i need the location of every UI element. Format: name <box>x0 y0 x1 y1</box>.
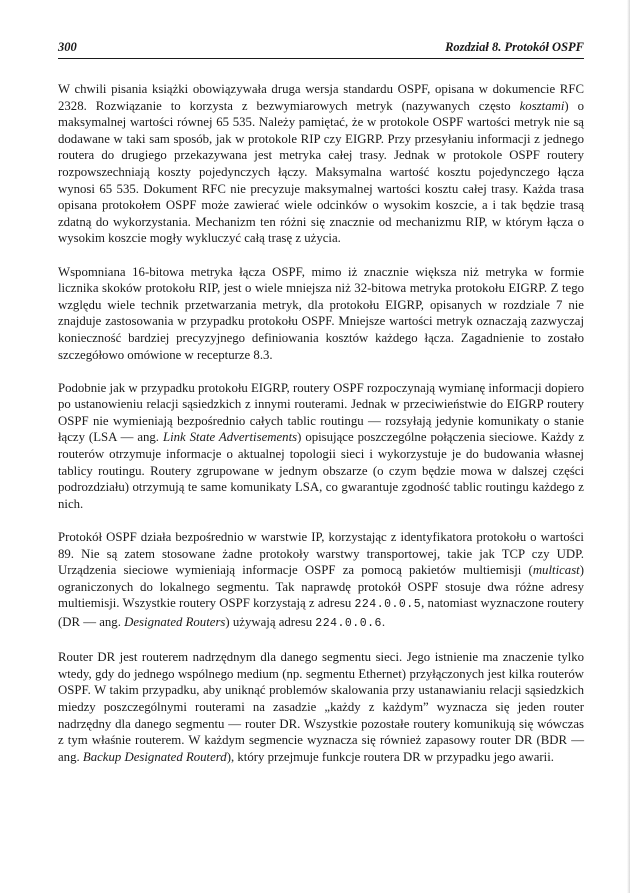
text-span: Protokół OSPF działa bezpośrednio w warstwie IP, korzystając z identyfikatora protokołu o wartości 89. Nie są zatem stosowane żadne protokoły warstwy transportowej, takie jak TCP czy UDP. Urządzenia sieciowe wymieniają informacje OSPF za pomocą pakietów multiemisji ( <box>58 530 584 578</box>
chapter-title: Rozdział 8. Protokół OSPF <box>445 40 584 54</box>
body-text <box>58 81 584 765</box>
text-span: W chwili pisania książki obowiązywała druga wersja standardu OSPF, opisana w dokumencie RFC 2328. Rozwiązanie to korzysta z bezwymiarowych metryk (nazywanych często <box>58 82 584 113</box>
text-span: ), który przejmuje funkcje routera DR w przypadku jego awarii. <box>226 749 554 764</box>
text-span: ) używają adresu <box>225 615 316 629</box>
text-span: Router DR jest routerem nadrzędnym dla danego segmentu sieci. Jego istnienie ma znaczenie tylko wtedy, gdy do jednego wspólnego medium (np. segmentu Ethernet) przyłączonych jest kilka routerów OSPF. W takim przypadku, aby uniknąć problemów skalowania przy ustanawianiu relacji sąsiedzkich miedzy poszczególnymi routerami na zasadzie „każdy z każdym” wyznacza się jeden router nadrzędny dla danego segmentu — router DR. Wszystkie pozostałe routery komunikują się wówczas z tym właśnie routerem. W każdym segmencie wyznacza się również zapasowy router DR (BDR — ang. <box>58 650 584 764</box>
text-span: . <box>381 615 386 629</box>
text-span: ) o maksymalnej wartości równej 65 535. Należy pamiętać, że w protokole OSPF wartości metryk nie są dodawane w taki sam sposób, jak w protokole RIP czy EIGRP. Przy przesyłaniu informacji z jednego routera do drugiego przekazywana jest metryka całej trasy. Jednak w protokole OSPF routery rozpowszechniają koszty pojedynczych łączy. Maksymalna wartość kosztu pojedynczego łącza wynosi 65 535. Dokument RFC nie precyzuje maksymalnej wartości kosztu całej trasy. Każda trasa opisana protokołem OSPF może zawierać wiele odcinków o wysokim koszcie, a i tak będzie trasą zdatną do wykorzystania. Mechanizm ten różni się znacznie od mechanizmu RIP, w którym łącza o wysokim koszcie mogły wykluczyć całą trasę z użycia. <box>58 98 585 246</box>
text-span: Podobnie jak w przypadku protokołu EIGRP, routery OSPF rozpoczynają wymianę informacji dopiero po ustanowieniu relacji sąsiedzkich z innymi routerami. Jednak w przeciwieństwie do EIGRP routery OSPF nie wymieniają bezpośrednio całych tablic routingu — rozsyłają jedynie komunikaty o stanie łączy (LSA — ang. <box>58 380 584 445</box>
emphasis-span: kosztami <box>519 98 565 113</box>
book-page <box>58 40 584 765</box>
ip-address: 224.0.0.5 <box>354 598 422 612</box>
paragraph <box>58 81 584 247</box>
ip-address: 224.0.0.6 <box>315 617 382 630</box>
running-header <box>58 40 584 59</box>
emphasis-span: Link State Advertisements <box>162 430 298 445</box>
text-span: ) opisujące poszczególne połączenia sieciowe. Każdy z routerów otrzymuje informacje o aktualnej topologii sieci i wykorzystuje je do budowania własnej tablicy routingu. Routery zgrupowane w jednym obszarze (o czym będzie mowa w dalszej części podrozdziału) otrzymują te same komunikaty LSA, co gwarantuje zgodność tablic routingu każdego z nich. <box>58 430 585 511</box>
paragraph <box>58 380 584 513</box>
paragraph <box>58 264 584 364</box>
emphasis-span: multicast <box>532 563 580 578</box>
text-span: , natomiast wyznaczone routery (DR — ang. <box>58 596 584 629</box>
page-number: 300 <box>58 40 77 54</box>
paragraph <box>58 529 584 633</box>
emphasis-span: Backup Designated Routerd <box>82 749 227 764</box>
text-span: ) ograniczonych do lokalnego segmentu. Tak naprawdę protokół OSPF stosuje dwa różne adresy multiemisji. Wszystkie routery OSPF korzystają z adresu <box>58 563 584 611</box>
text-span: Wspomniana 16-bitowa metryka łącza OSPF, mimo iż znacznie większa niż metryka w formie licznika skoków protokołu RIP, jest o wiele mniejsza niż 32-bitowa metryka protokołu EIGRP. Z tego względu wiele technik przetwarzania metryk, dla protokołu EIGRP, opisanych w rozdziale 7 nie znajduje zastosowania w przypadku protokołu OSPF. Mniejsze wartości metryk oznaczają zazwyczaj konieczność bardziej precyzyjnego definiowania kosztów każdego łącza. Zagadnienie to zostało szczegółowo omówione w recepturze 8.3. <box>58 264 584 362</box>
emphasis-span: Designated Routers <box>124 615 226 629</box>
paragraph <box>58 649 584 765</box>
